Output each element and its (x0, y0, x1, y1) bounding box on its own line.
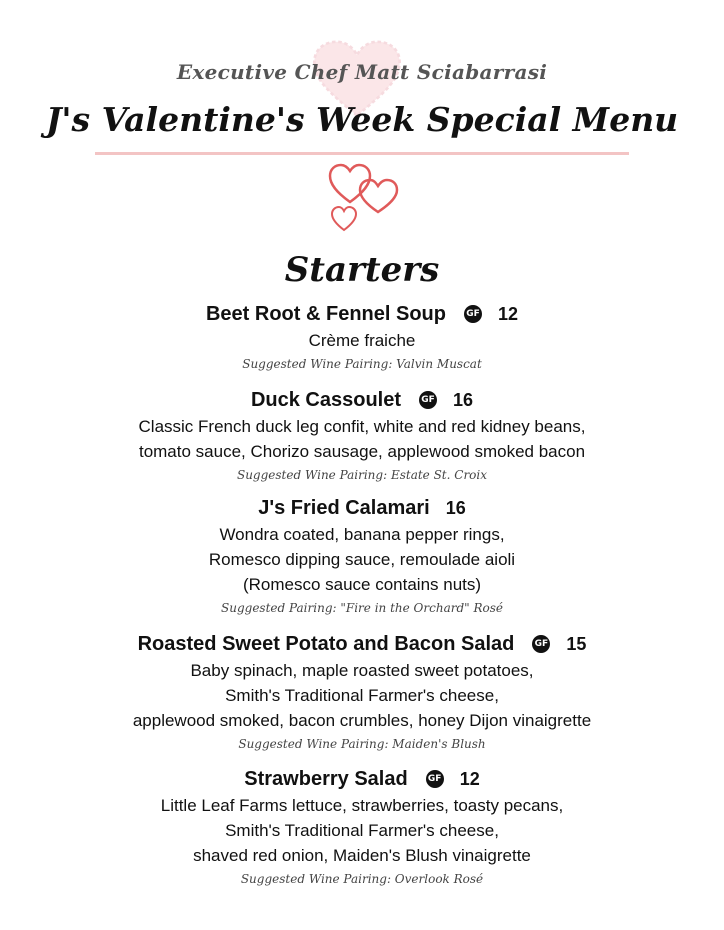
item-price: 16 (445, 498, 466, 518)
gluten-free-icon: GF (419, 391, 437, 409)
menu-item (0, 765, 724, 890)
item-price: 15 (566, 634, 587, 654)
section-title-starters: Starters (284, 250, 440, 290)
item-price: 12 (497, 304, 519, 324)
gluten-free-icon: GF (464, 305, 482, 323)
menu-item (0, 494, 724, 619)
item-description: Wondra coated, banana pepper rings, (219, 525, 505, 544)
chef-name: Executive Chef Matt Sciabarrasi (176, 60, 548, 84)
title-divider (95, 152, 629, 155)
wine-pairing: Suggested Wine Pairing: Overlook Rosé (240, 872, 484, 886)
menu-item (0, 386, 724, 486)
item-name: J's Fried Calamari (258, 497, 430, 519)
menu-item (0, 300, 724, 375)
item-description: Crème fraiche (308, 331, 416, 350)
item-description: shaved red onion, Maiden's Blush vinaigrette (193, 846, 531, 865)
hearts-decoration-icon (326, 162, 401, 234)
wine-pairing: Suggested Wine Pairing: Estate St. Croix (236, 468, 488, 482)
item-price: 12 (459, 769, 480, 789)
item-description: Baby spinach, maple roasted sweet potatoes, (190, 661, 534, 680)
item-name: Duck Cassoulet (250, 389, 402, 411)
gluten-free-icon: GF (426, 770, 444, 788)
wine-pairing: Suggested Wine Pairing: Maiden's Blush (238, 737, 486, 751)
menu-header (0, 0, 724, 240)
item-description: applewood smoked, bacon crumbles, honey Dijon vinaigrette (132, 711, 592, 730)
wine-pairing: Suggested Wine Pairing: Valvin Muscat (242, 357, 482, 371)
item-description: tomato sauce, Chorizo sausage, applewood smoked bacon (138, 442, 586, 461)
page-title: J's Valentine's Week Special Menu (45, 100, 679, 139)
item-description: Classic French duck leg confit, white and red kidney beans, (138, 417, 586, 436)
item-name: Strawberry Salad (244, 768, 408, 790)
item-description: (Romesco sauce contains nuts) (242, 575, 482, 594)
item-description: Smith's Traditional Farmer's cheese, (225, 686, 499, 705)
item-name: Beet Root & Fennel Soup (205, 303, 446, 325)
wine-pairing: Suggested Pairing: "Fire in the Orchard" Rosé (221, 601, 503, 615)
item-price: 16 (453, 390, 474, 410)
item-description: Little Leaf Farms lettuce, strawberries, toasty pecans, (160, 796, 564, 815)
item-description: Smith's Traditional Farmer's cheese, (225, 821, 499, 840)
item-description: Romesco dipping sauce, remoulade aioli (208, 550, 516, 569)
menu-item (0, 630, 724, 755)
gluten-free-icon: GF (532, 635, 550, 653)
item-name: Roasted Sweet Potato and Bacon Salad (137, 633, 515, 655)
